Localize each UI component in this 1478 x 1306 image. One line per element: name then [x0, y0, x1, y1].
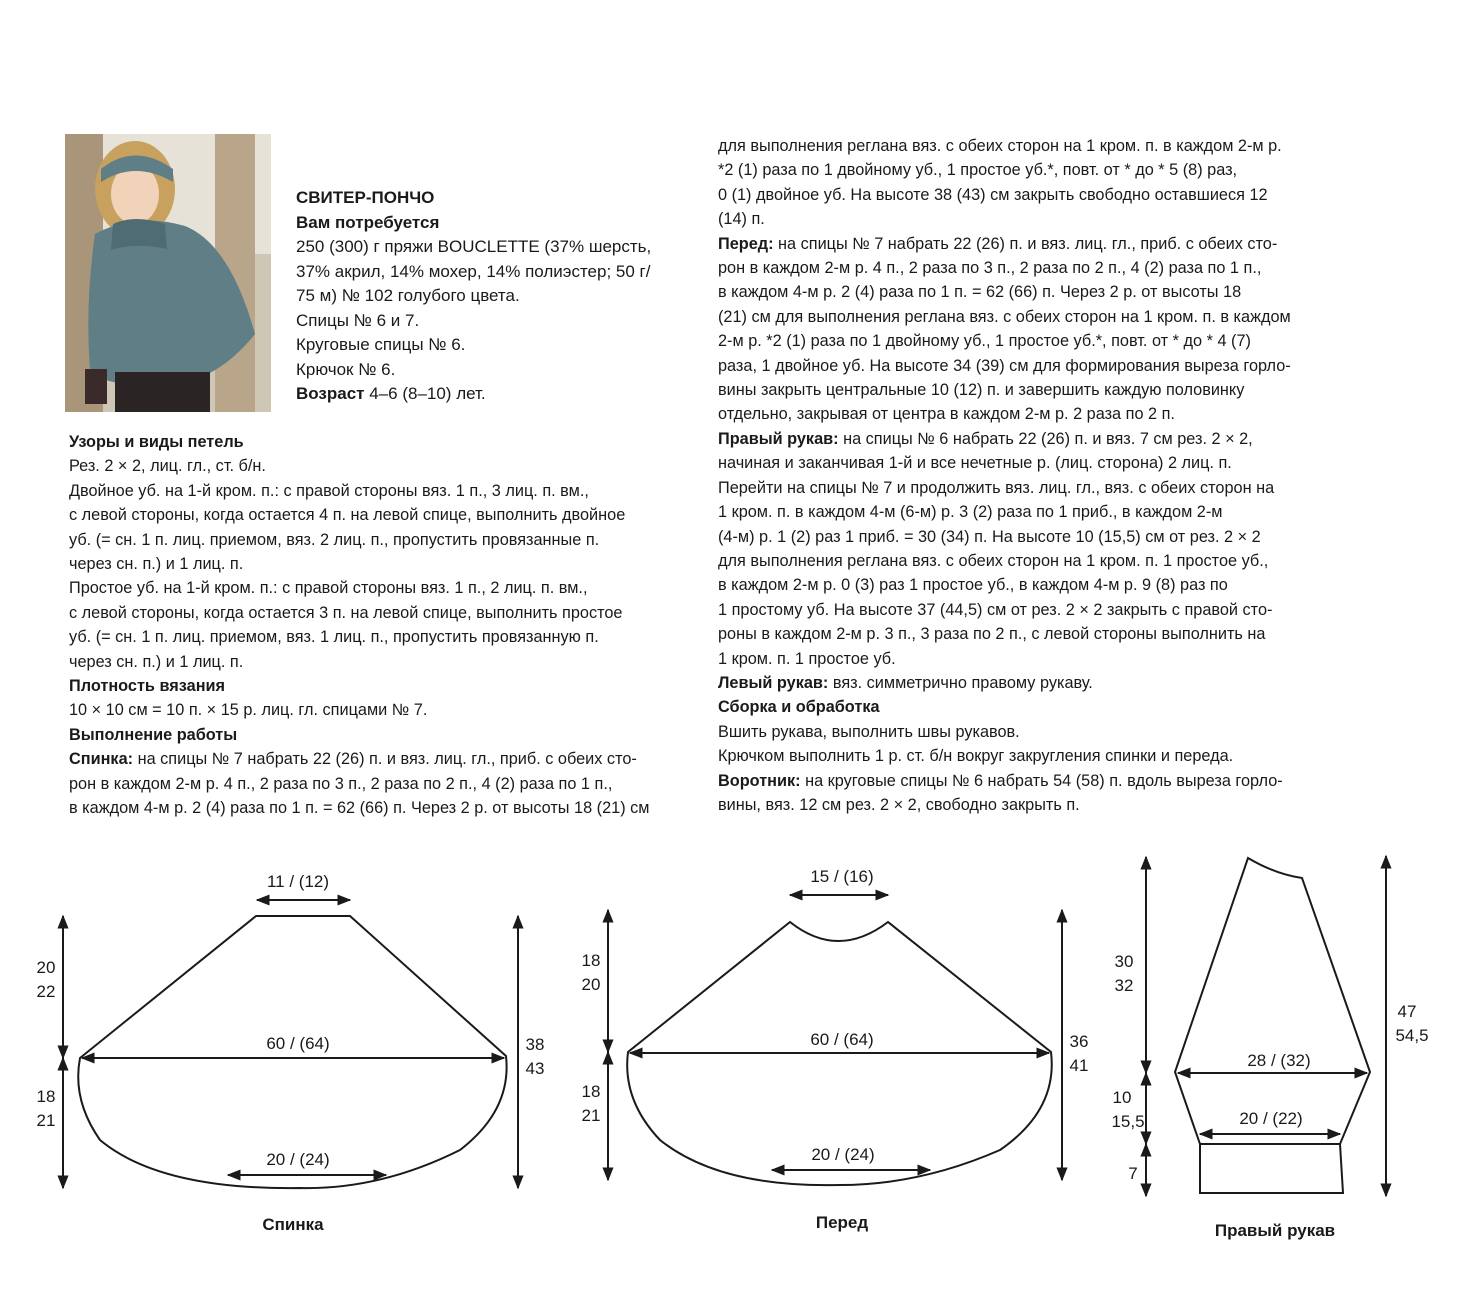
sleeve-raglan-height: 32: [1114, 976, 1134, 995]
left-sleeve-label: Левый рукав:: [718, 673, 829, 692]
sleeve-line: 1 кром. п. в каждом 4-м (6-м) р. 3 (2) раза по 1 приб., в каждом 2-м: [718, 503, 1223, 522]
work-heading: Выполнение работы: [69, 725, 238, 744]
back-bottom-width: 20 / (24): [266, 1150, 330, 1169]
intro-block: [296, 186, 686, 407]
back-label: Спинка:: [69, 750, 134, 769]
patterns-line: уб. (= сн. 1 п. лиц. приемом, вяз. 1 лиц. п., пропустить провязанную п.: [69, 628, 599, 647]
left-sleeve-line: [718, 671, 1358, 695]
front-line: вины закрыть центральные 10 (12) п. и завершить каждую половинку: [718, 381, 1245, 400]
front-mid-width: 60 / (64): [810, 1030, 874, 1049]
back-total-height: 38: [525, 1035, 545, 1054]
back-caption: Спинка: [262, 1215, 324, 1234]
front-top-width: 15 / (16): [810, 867, 874, 886]
front-line: в каждом 4-м р. 2 (4) раза по 1 п. = 62 (66) п. Через 2 р. от высоты 18: [718, 283, 1242, 302]
front-line: раза, 1 двойное уб. На высоте 34 (39) см для формирования выреза горло-: [718, 356, 1291, 375]
sleeve-line: [718, 427, 1358, 451]
sleeve-line: 1 кром. п. 1 простое уб.: [718, 649, 896, 668]
patterns-line: с левой стороны, когда остается 4 п. на левой спице, выполнить двойное: [69, 506, 626, 525]
girl-in-poncho-image: [65, 134, 271, 412]
materials-line: Спицы № 6 и 7.: [296, 310, 420, 330]
back-text: на спицы № 7 набрать 22 (26) п. и вяз. лиц. гл., приб. с обеих сто-: [133, 750, 637, 769]
sleeve-line: Перейти на спицы № 7 и продолжить вяз. лиц. гл., вяз. с обеих сторон на: [718, 478, 1275, 497]
front-total-height: 36: [1069, 1032, 1089, 1051]
sleeve-schematic: [1111, 856, 1428, 1240]
pattern-title: СВИТЕР-ПОНЧО: [296, 188, 435, 207]
back-cont-line: *2 (1) раза по 1 двойному уб., 1 простое уб.*, повт. от * до * 5 (8) раз,: [718, 161, 1238, 180]
age-value: 4–6 (8–10) лет.: [364, 384, 486, 403]
right-sleeve-label: Правый рукав:: [718, 429, 839, 448]
materials-heading: Вам потребуется: [296, 212, 440, 232]
materials-line: 37% акрил, 14% мохер, 14% полиэстер; 50 г/: [296, 261, 651, 281]
patterns-line: через сн. п.) и 1 лиц. п.: [69, 555, 244, 574]
patterns-line: Двойное уб. на 1-й кром. п.: с правой стороны вяз. 1 п., 3 лиц. п. вм.,: [69, 481, 589, 500]
age-line: [296, 382, 686, 407]
back-line: в каждом 4-м р. 2 (4) раза по 1 п. = 62 (66) п. Через 2 р. от высоты 18 (21) см: [69, 799, 650, 818]
sleeve-wide-width: 28 / (32): [1247, 1051, 1311, 1070]
patterns-line: уб. (= сн. 1 п. лиц. приемом, вяз. 2 лиц. п., пропустить провязанные п.: [69, 530, 600, 549]
front-line: 2-м р. *2 (1) раза по 1 двойному уб., 1 простое уб.*, повт. от * до * 4 (7): [718, 332, 1251, 351]
materials-line: 250 (300) г пряжи BOUCLETTE (37% шерсть,: [296, 237, 652, 256]
front-line: рон в каждом 2-м р. 4 п., 2 раза по 3 п., 2 раза по 2 п., 4 (2) раза по 1 п.,: [718, 259, 1262, 278]
patterns-line: с левой стороны, когда остается 3 п. на левой спице, выполнить простое: [69, 603, 623, 622]
collar-line: [718, 769, 1358, 793]
back-cont-line: (14) п.: [718, 210, 765, 229]
age-label: Возраст: [296, 384, 365, 403]
front-text: на спицы № 7 набрать 22 (26) п. и вяз. лиц. гл., приб. с обеих сто-: [773, 234, 1278, 253]
front-lower-height: 21: [581, 1106, 601, 1125]
sleeve-line: начиная и заканчивая 1-й и все нечетные р. (лиц. сторона) 2 лиц. п.: [718, 454, 1232, 473]
density-heading: Плотность вязания: [69, 677, 226, 696]
front-bottom-width: 20 / (24): [811, 1145, 875, 1164]
instructions-left-column: [69, 430, 689, 821]
back-cont-line: для выполнения реглана вяз. с обеих сторон на 1 кром. п. в каждом 2-м р.: [718, 137, 1282, 155]
patterns-line: через сн. п.) и 1 лиц. п.: [69, 652, 244, 671]
back-mid-width: 60 / (64): [266, 1034, 330, 1053]
front-schematic: [582, 867, 1089, 1232]
sleeve-outline: [1175, 858, 1370, 1193]
left-sleeve-text: вяз. симметрично правому рукаву.: [828, 673, 1093, 692]
front-line: отдельно, закрывая от центра в каждом 2-м р. 2 раза по 2 п.: [718, 405, 1175, 424]
right-sleeve-text: на спицы № 6 набрать 22 (26) п. и вяз. 7 см рез. 2 × 2,: [838, 429, 1253, 448]
back-top-width: 11 / (12): [266, 872, 330, 891]
sleeve-line: роны в каждом 2-м р. 3 п., 3 раза по 2 п., с левой стороны выполнить на: [718, 625, 1266, 644]
sleeve-line: в каждом 2-м р. 0 (3) раз 1 простое уб., в каждом 4-м р. 9 (8) раз по: [718, 576, 1228, 595]
front-lower-height: 18: [581, 1082, 601, 1101]
assembly-line: Крючком выполнить 1 р. ст. б/н вокруг закругления спинки и переда.: [718, 747, 1234, 766]
materials-line: Крючок № 6.: [296, 359, 396, 379]
collar-text: на круговые спицы № 6 набрать 54 (58) п. вдоль выреза горло-: [800, 771, 1283, 790]
patterns-line: Рез. 2 × 2, лиц. гл., ст. б/н.: [69, 457, 266, 476]
assembly-heading: Сборка и обработка: [718, 698, 880, 717]
front-line: [718, 232, 1358, 256]
back-upper-height: 22: [36, 982, 56, 1001]
product-photo: [65, 134, 271, 412]
sleeve-caption: Правый рукав: [1214, 1221, 1336, 1240]
materials-line: 75 м) № 102 голубого цвета.: [296, 286, 520, 305]
sleeve-cuff-width: 20 / (22): [1239, 1109, 1303, 1128]
back-lower-height: 21: [36, 1111, 56, 1130]
front-line: (21) см для выполнения реглана вяз. с обеих сторон на 1 кром. п. в каждом: [718, 307, 1291, 326]
collar-label: Воротник:: [718, 771, 801, 790]
patterns-line: Простое уб. на 1-й кром. п.: с правой стороны вяз. 1 п., 2 лиц. п. вм.,: [69, 579, 588, 598]
materials-line: Круговые спицы № 6.: [296, 335, 466, 354]
back-lower-height: 18: [36, 1087, 56, 1106]
front-label: Перед:: [718, 234, 774, 253]
front-upper-height: 20: [581, 975, 601, 994]
sleeve-total-height: 47: [1397, 1002, 1417, 1021]
front-total-height: 41: [1069, 1056, 1089, 1075]
sleeve-line: 1 простому уб. На высоте 37 (44,5) см от рез. 2 × 2 закрыть с правой сто-: [718, 600, 1273, 619]
back-line: рон в каждом 2-м р. 4 п., 2 раза по 3 п., 2 раза по 2 п., 4 (2) раза по 1 п.,: [69, 774, 613, 793]
collar-line: вины, вяз. 12 см рез. 2 × 2, свободно закрыть п.: [718, 795, 1080, 814]
back-total-height: 43: [525, 1059, 545, 1078]
sleeve-line: (4-м) р. 1 (2) раз 1 приб. = 30 (34) п. На высоте 10 (15,5) см от рез. 2 × 2: [718, 527, 1261, 546]
patterns-heading: Узоры и виды петель: [69, 433, 244, 451]
back-line: [69, 747, 689, 771]
density-text: 10 × 10 см = 10 п. × 15 р. лиц. гл. спицами № 7.: [69, 701, 428, 720]
assembly-line: Вшить рукава, выполнить швы рукавов.: [718, 722, 1020, 741]
schematics: [0, 840, 1478, 1260]
sleeve-mid-height: 10: [1112, 1088, 1132, 1107]
sleeve-raglan-height: 30: [1114, 952, 1134, 971]
sleeve-mid-height: 15,5: [1111, 1112, 1145, 1131]
back-upper-height: 20: [36, 958, 56, 977]
sleeve-total-height: 54,5: [1395, 1026, 1429, 1045]
sleeve-cuff-height: 7: [1128, 1164, 1138, 1183]
sleeve-line: для выполнения реглана вяз. с обеих сторон на 1 кром. п. 1 простое уб.,: [718, 551, 1269, 570]
back-cont-line: 0 (1) двойное уб. На высоте 38 (43) см закрыть свободно оставшиеся 12: [718, 185, 1268, 204]
instructions-right-column: [718, 134, 1358, 817]
front-caption: Перед: [815, 1213, 869, 1232]
back-schematic: [37, 872, 545, 1234]
front-upper-height: 18: [581, 951, 601, 970]
